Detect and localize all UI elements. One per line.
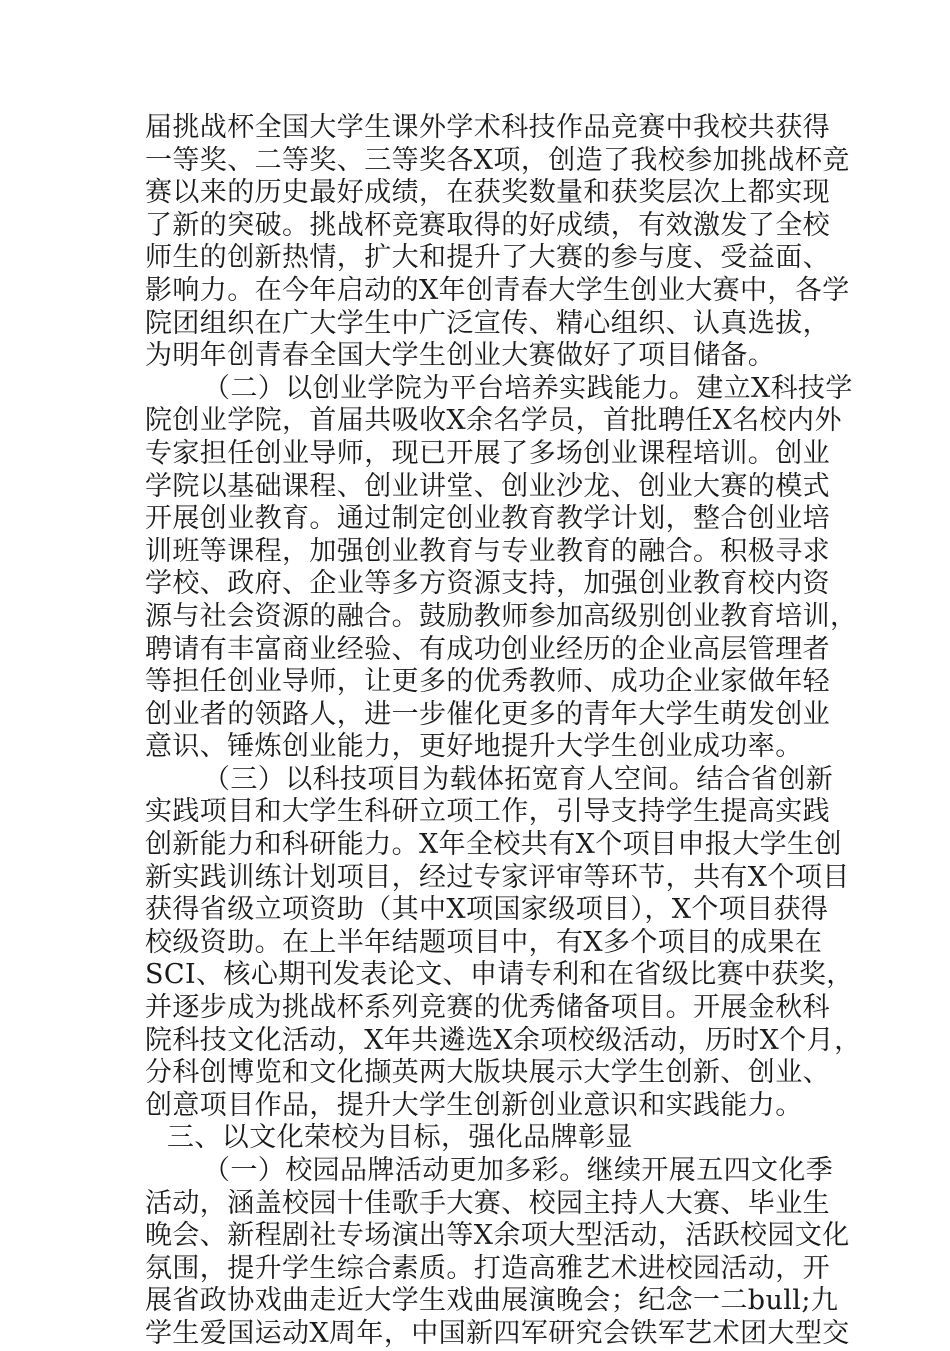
text-line: 院科技文化活动，X年共遴选X余项校级活动，历时X个月， [145,1024,862,1056]
text-line: 创意项目作品，提升大学生创新创业意识和实践能力。 [145,1089,803,1121]
text-line: 创业者的领路人，进一步催化更多的青年大学生萌发创业 [145,698,830,730]
text-line: 创新能力和科研能力。X年全校共有X个项目申报大学生创 [145,829,842,861]
document-body [145,112,862,1351]
text-line: 专家担任创业导师，现已开展了多场创业课程培训。创业 [145,437,830,469]
text-line: 院团组织在广大学生中广泛宣传、精心组织、认真选拔， [145,307,830,339]
text-line: 学校、政府、企业等多方资源支持，加强创业教育校内资 [145,568,830,600]
text-line: 并逐步成为挑战杯系列竞赛的优秀储备项目。开展金秋科 [145,992,830,1024]
section-heading: 三、以文化荣校为目标，强化品牌彰显 [167,1122,633,1154]
text-line: 训班等课程，加强创业教育与专业教育的融合。积极寻求 [145,535,830,567]
text-line: 校级资助。在上半年结题项目中，有X多个项目的成果在 [145,926,823,958]
text-line: 活动，涵盖校园十佳歌手大赛、校园主持人大赛、毕业生 [145,1187,830,1219]
text-line: 赛以来的历史最好成绩，在获奖数量和获奖层次上都实现 [145,177,830,209]
paragraph-heading-line: （二）以创业学院为平台培养实践能力。建立X科技学 [203,372,853,404]
text-line: 开展创业教育。通过制定创业教育教学计划，整合创业培 [145,503,830,535]
text-line: 为明年创青春全国大学生创业大赛做好了项目储备。 [145,340,776,372]
paragraph-heading-line: （一）校园品牌活动更加多彩。继续开展五四文化季 [203,1155,834,1186]
text-line: 分科创博览和文化撷英两大版块展示大学生创新、创业、 [145,1057,830,1089]
text-line: 了新的突破。挑战杯竞赛取得的好成绩，有效激发了全校 [145,209,830,241]
text-line: 实践项目和大学生科研立项工作，引导支持学生提高实践 [145,796,830,828]
paragraph-heading-line: （三）以科技项目为载体拓宽育人空间。结合省创新 [203,763,834,795]
text-line: 学院以基础课程、创业讲堂、创业沙龙、创业大赛的模式 [145,470,830,502]
text-line: 获得省级立项资助（其中X项国家级项目），X个项目获得 [145,894,829,926]
text-line: 氛围，提升学生综合素质。打造高雅艺术进校园活动，开 [145,1252,830,1284]
text-line: 届挑战杯全国大学生课外学术科技作品竞赛中我校共获得 [145,112,830,143]
text-line: SCI、核心期刊发表论文、申请专利和在省级比赛中获奖， [145,959,854,991]
text-line: 展省政协戏曲走近大学生戏曲展演晚会；纪念一二bull;九 [145,1285,839,1317]
text-line: 院创业学院，首届共吸收X余名学员，首批聘任X名校内外 [145,405,842,437]
text-line: 学生爱国运动X周年，中国新四军研究会铁军艺术团大型交 [145,1317,850,1349]
text-line: 师生的创新热情，扩大和提升了大赛的参与度、受益面、 [145,242,830,274]
text-line: 新实践训练计划项目，经过专家评审等环节，共有X个项目 [145,861,850,893]
text-line: 影响力。在今年启动的X年创青春大学生创业大赛中，各学 [145,274,850,306]
text-line: 一等奖、二等奖、三等奖各X项，创造了我校参加挑战杯竞 [145,144,850,176]
text-line: 源与社会资源的融合。鼓励教师参加高级别创业教育培训， [145,600,858,632]
text-line: 等担任创业导师，让更多的优秀教师、成功企业家做年轻 [145,666,830,698]
text-line: 意识、锤炼创业能力，更好地提升大学生创业成功率。 [145,731,803,763]
text-line: 晚会、新程剧社专场演出等X余项大型活动，活跃校园文化 [145,1220,850,1252]
text-line: 聘请有丰富商业经验、有成功创业经历的企业高层管理者 [145,633,830,665]
